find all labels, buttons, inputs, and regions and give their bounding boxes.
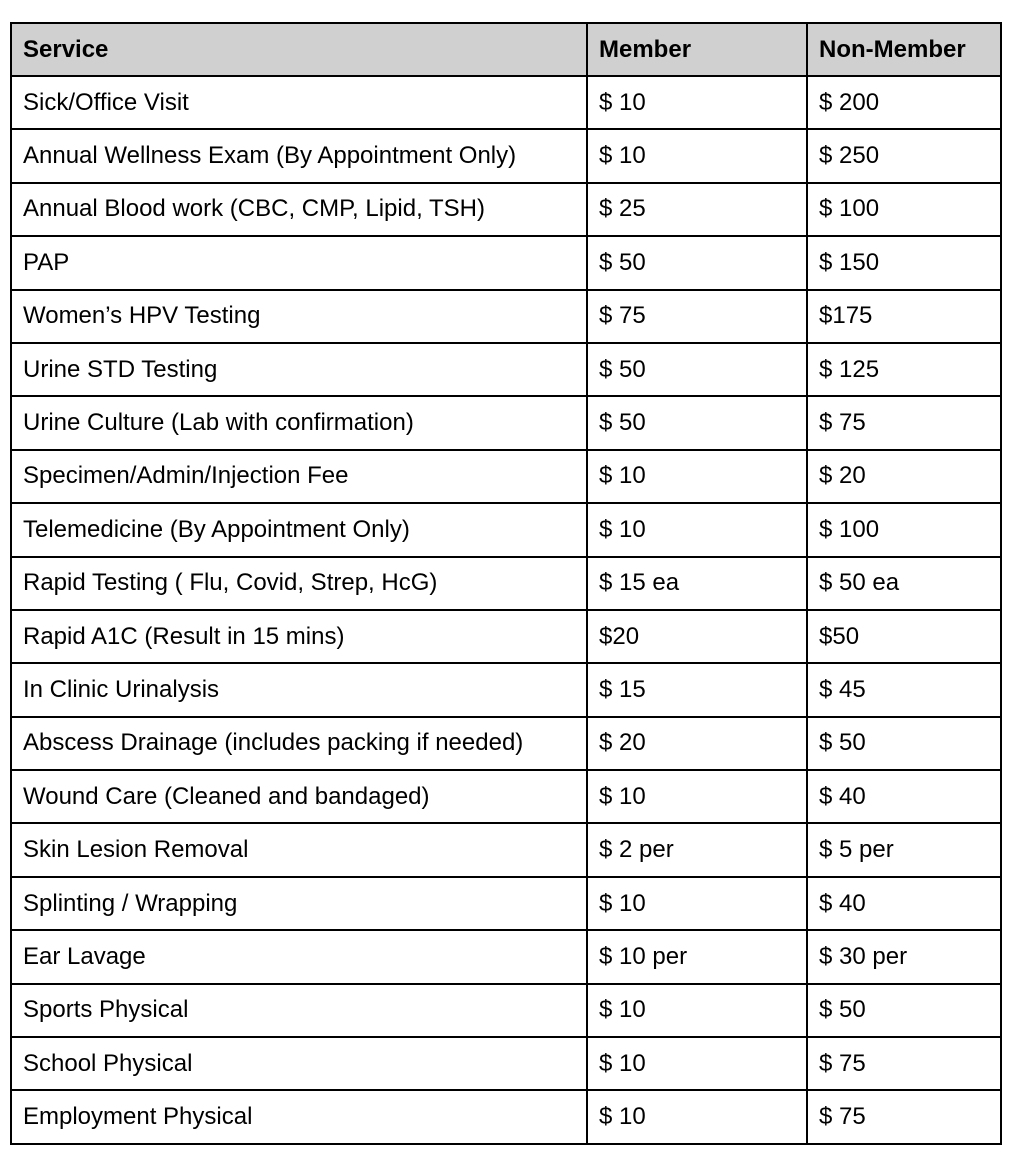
price-table [10, 22, 1002, 1145]
service-cell: Employment Physical [11, 1090, 587, 1143]
non-member-price-cell: $ 40 [807, 770, 1001, 823]
member-price-cell: $ 10 [587, 76, 807, 129]
member-price-cell: $20 [587, 610, 807, 663]
service-cell: Abscess Drainage (includes packing if needed) [11, 717, 587, 770]
table-row [11, 290, 1001, 343]
service-cell: Rapid Testing ( Flu, Covid, Strep, HcG) [11, 557, 587, 610]
service-cell: Annual Blood work (CBC, CMP, Lipid, TSH) [11, 183, 587, 236]
service-cell: Annual Wellness Exam (By Appointment Only) [11, 129, 587, 182]
member-price-cell: $ 10 [587, 877, 807, 930]
table-row [11, 1037, 1001, 1090]
service-cell: Skin Lesion Removal [11, 823, 587, 876]
table-row [11, 1090, 1001, 1143]
member-price-cell: $ 10 [587, 770, 807, 823]
table-row [11, 450, 1001, 503]
member-price-cell: $ 10 [587, 503, 807, 556]
member-price-cell: $ 20 [587, 717, 807, 770]
non-member-price-cell: $50 [807, 610, 1001, 663]
service-cell: Splinting / Wrapping [11, 877, 587, 930]
non-member-price-cell: $ 45 [807, 663, 1001, 716]
non-member-price-cell: $ 150 [807, 236, 1001, 289]
header-member: Member [587, 23, 807, 76]
table-row [11, 823, 1001, 876]
header-service: Service [11, 23, 587, 76]
service-cell: Wound Care (Cleaned and bandaged) [11, 770, 587, 823]
member-price-cell: $ 25 [587, 183, 807, 236]
member-price-cell: $ 15 ea [587, 557, 807, 610]
non-member-price-cell: $175 [807, 290, 1001, 343]
non-member-price-cell: $ 50 [807, 717, 1001, 770]
member-price-cell: $ 50 [587, 236, 807, 289]
member-price-cell: $ 10 [587, 450, 807, 503]
table-row [11, 877, 1001, 930]
header-row [11, 23, 1001, 76]
service-cell: Urine Culture (Lab with confirmation) [11, 396, 587, 449]
non-member-price-cell: $ 50 ea [807, 557, 1001, 610]
non-member-price-cell: $ 5 per [807, 823, 1001, 876]
member-price-cell: $ 10 [587, 129, 807, 182]
member-price-cell: $ 10 [587, 1090, 807, 1143]
service-cell: School Physical [11, 1037, 587, 1090]
table-row [11, 343, 1001, 396]
non-member-price-cell: $ 20 [807, 450, 1001, 503]
non-member-price-cell: $ 200 [807, 76, 1001, 129]
table-row [11, 557, 1001, 610]
member-price-cell: $ 15 [587, 663, 807, 716]
non-member-price-cell: $ 75 [807, 1037, 1001, 1090]
table-row [11, 503, 1001, 556]
table-row [11, 663, 1001, 716]
non-member-price-cell: $ 250 [807, 129, 1001, 182]
non-member-price-cell: $ 100 [807, 503, 1001, 556]
member-price-cell: $ 50 [587, 343, 807, 396]
service-cell: Rapid A1C (Result in 15 mins) [11, 610, 587, 663]
table-row [11, 770, 1001, 823]
service-cell: Sick/Office Visit [11, 76, 587, 129]
table-row [11, 610, 1001, 663]
non-member-price-cell: $ 50 [807, 984, 1001, 1037]
service-cell: In Clinic Urinalysis [11, 663, 587, 716]
service-cell: Urine STD Testing [11, 343, 587, 396]
member-price-cell: $ 75 [587, 290, 807, 343]
header-non-member: Non-Member [807, 23, 1001, 76]
service-cell: Women’s HPV Testing [11, 290, 587, 343]
non-member-price-cell: $ 75 [807, 1090, 1001, 1143]
member-price-cell: $ 10 per [587, 930, 807, 983]
non-member-price-cell: $ 30 per [807, 930, 1001, 983]
table-row [11, 984, 1001, 1037]
service-cell: Ear Lavage [11, 930, 587, 983]
table-row [11, 717, 1001, 770]
non-member-price-cell: $ 75 [807, 396, 1001, 449]
table-row [11, 129, 1001, 182]
non-member-price-cell: $ 125 [807, 343, 1001, 396]
member-price-cell: $ 10 [587, 984, 807, 1037]
non-member-price-cell: $ 100 [807, 183, 1001, 236]
table-row [11, 396, 1001, 449]
member-price-cell: $ 10 [587, 1037, 807, 1090]
service-cell: PAP [11, 236, 587, 289]
service-cell: Telemedicine (By Appointment Only) [11, 503, 587, 556]
member-price-cell: $ 50 [587, 396, 807, 449]
service-cell: Sports Physical [11, 984, 587, 1037]
table-row [11, 183, 1001, 236]
table-row [11, 236, 1001, 289]
service-cell: Specimen/Admin/Injection Fee [11, 450, 587, 503]
member-price-cell: $ 2 per [587, 823, 807, 876]
table-body [11, 76, 1001, 1144]
non-member-price-cell: $ 40 [807, 877, 1001, 930]
table-row [11, 76, 1001, 129]
table-row [11, 930, 1001, 983]
